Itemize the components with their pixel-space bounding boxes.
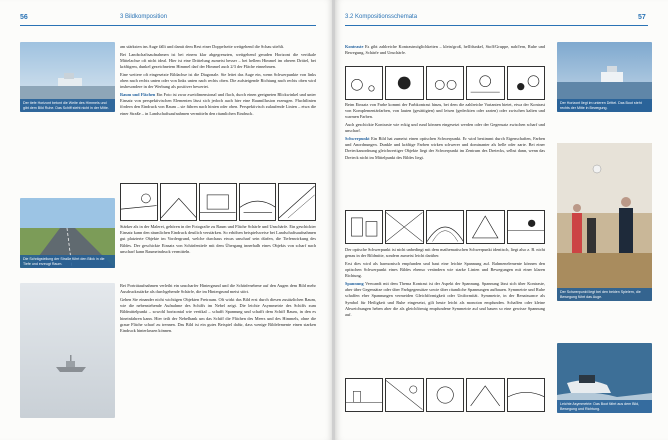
left-running-head: 3 Bildkomposition xyxy=(120,14,168,20)
para-diagonale: Eine weitere oft eingesetzte Bildachse ist die Diagonale. Sie leitet das Auge ein, wenn Schwerpunkte von links oben nach rechts unten oder von links unten nach rechts oben. Die aufsteigende Richtung nach rechts oben wird insbesondere in der Werbung als positiver bewertet. xyxy=(120,71,316,90)
photo-boat-horizon xyxy=(557,42,652,112)
para-landschaft: Bei Landschaftsaufnahmen ist bei einem klar abgegrenzten, weitgehend geraden Horizont die vertikale Mittelachse oft nicht ideal. Hier ist eine Drittelung zumeist besser – bei hellem Himmel im oberen Drittel, bei kräftigem, dunkel gezeichnetem Himmel darf der Himmel auch 2/3 der Fläche einnehmen. xyxy=(120,51,316,70)
photo-volleyball xyxy=(557,143,652,301)
para-harmonisch: Erst dies wird als harmonisch empfunden und baut eine leichte Spannung auf. Rahmenelemente können den optischen Schwerpunkt eines Bildes ebenso verändern wie starke Linien und Bewegungen mit einer klaren Richtung. xyxy=(345,260,545,279)
photo-motorboat xyxy=(557,343,652,413)
para-optischer-schwerpunkt: Der optische Schwerpunkt ist nicht unbedingt mit dem mathematischen Schwerpunkt identisch, liegt also z. B. nicht genau in der Bildmitte, sondern zumeist leicht darüber. xyxy=(345,247,545,259)
photo-motorboat-caption: Leichte Asymmetrie: Das Boot fährt aus dem Bild, Bewegung und Richtung. xyxy=(557,400,652,413)
sketch-k4 xyxy=(466,66,504,100)
sketch-p1 xyxy=(345,378,383,412)
lead-raum: Raum und Flächen xyxy=(120,91,156,97)
right-body-middle xyxy=(345,247,545,320)
text-spannung: Verwandt mit dem Thema Kontrast ist der Aspekt der Spannung. Spannung lässt sich über Kontraste, aber über Gegensätze oder über Farbgegensätze sowie über räumliche Spannungen aufbauen. Symmetrie und Ruhe schaffen eher Spannungen vermeiden Gleichförmigkeit oder Uniformität. Symmetrie, in der Renaissance als Symbol für Heiligkeit und Ruhe eingesetzt, gilt heute leicht als monoton empfunden. Schaffen oder kleine Abweichungen heben aber die als gleichförmig empfundene Symmetrie auf und bauen so eine gewisse Spannung auf. xyxy=(345,281,545,318)
right-header-rule xyxy=(345,25,648,26)
sketch-row-schwerpunkt xyxy=(345,210,545,242)
right-body-farbe xyxy=(345,102,545,162)
right-body-top xyxy=(345,44,545,58)
text-raum: Ein Foto ist zwar zweidimensional und flach, durch einen geeigneten Blickwinkel und unter Einsatz von perspektivischen Elementen lässt sich jedoch auch hier eine Raumillusion erzeugen. Fluchtlinien fördern den Eindruck von Raum – sie führen nach hinten oder oben. Perspektivisch zulaufende Linien – etwa die einer Straße – in Landschaftsaufnahmen vermitteln den räumlichen Eindruck. xyxy=(120,91,316,116)
sketch-row-left xyxy=(120,183,316,219)
photo-volleyball-caption: Der Schwerpunkt liegt bei den beiden Spielern, die Bewegung führt das Auge. xyxy=(557,288,652,301)
para-col1: am stärksten ins Auge fällt und damit dem Rest einer Doppelseite weitgehend die Schau stiehlt. xyxy=(120,44,285,49)
sketch-k1 xyxy=(345,66,383,100)
sketch-s3 xyxy=(426,210,464,244)
right-running-head: 3.2 Kompositionsschemata xyxy=(345,14,418,20)
left-page-number: 56 xyxy=(20,14,28,21)
sketch-4 xyxy=(239,183,277,221)
photo-boat-horizon-caption: Der Horizont liegt im unteren Drittel. Das Boot steht rechts der Mitte in Bewegung. xyxy=(557,99,652,112)
lead-schwerpunkt: Schwerpunkt xyxy=(345,136,370,142)
para-eckig-rund: Auch geschickte Kontraste wie eckig und rund können eingesetzt werden oder der Gegensatz zwischen scharf und unscharf. xyxy=(345,122,545,134)
left-header-rule xyxy=(20,25,316,26)
sketch-p2 xyxy=(385,378,423,412)
left-page xyxy=(0,0,333,440)
sketch-p5 xyxy=(507,378,545,412)
para-farbkontrast: Beim Einsatz von Farbe kommt der Farbkontrast hinzu, bei dem die zahlreiche Varianten bietet, etwa der Kontrast von Komplementärfarben, von lauten (gesättigten) und leisen (gedeckten oder zarten) oder zwischen kalten und warmen Farben. xyxy=(345,102,545,120)
lead-kontraste: Kontraste xyxy=(345,44,364,49)
sketch-s5 xyxy=(507,210,545,244)
photo-ship-fog xyxy=(20,283,115,418)
sketch-row-spannung xyxy=(345,378,545,410)
sketch-s2 xyxy=(385,210,423,244)
text-schwerpunkt: Ein Bild hat zumeist einen optischen Schwerpunkt. Er wird bestimmt durch Eigenschaften, Farben und Anordnungen. Dunkle und kräftige Farben wirken schwerer und dominanter als helle oder zarte. Bei einer Dreieckanordnung gleichwertiger Objekte liegt der Schwerpunkt im Zentrum des Dreiecks, selbst dann, wenn das Dreieck nicht im Mittelpunkt des Bildes liegt. xyxy=(345,136,545,160)
photo-boat-lake-caption: Der tiefe Horizont betont die Weite des Himmels und gibt dem Bild Ruhe. Das Schiff steht nicht in der Mitte. xyxy=(20,99,115,112)
para-schwerpunkt xyxy=(345,136,545,161)
para-portrait: Bei Porträtaufnahmen verleiht ein unscharfer Hintergrund und die Schärfenebene auf den Augen dem Bild mehr Ausdrucksstärke als durchgehende Schärfe, die im Hintergrund meist stört. xyxy=(120,283,316,295)
sketch-s1 xyxy=(345,210,383,244)
sketch-k3 xyxy=(426,66,464,100)
para-spannung xyxy=(345,281,545,318)
sketch-3 xyxy=(199,183,237,221)
sketch-s4 xyxy=(466,210,504,244)
para-kontraste xyxy=(345,44,545,56)
sketch-5 xyxy=(278,183,316,221)
lead-spannung: Spannung xyxy=(345,281,364,287)
sketch-p3 xyxy=(426,378,464,412)
sketch-row-kontrast xyxy=(345,66,545,98)
text-kontraste: Es gibt zahlreiche Kontrastmöglichkeiten – klein/groß, hell/dunkel, Stoff/Gruppe, nah/fern, Ruhe und Bewegung, Schärfe und Unschärfe. xyxy=(345,44,546,56)
sketch-1 xyxy=(120,183,158,221)
photo-boat-lake xyxy=(20,42,115,112)
right-page-number: 57 xyxy=(638,14,646,21)
para-raum xyxy=(120,92,316,117)
photo-ship-fog-image xyxy=(20,283,115,418)
sketch-2 xyxy=(160,183,198,221)
sketch-k5 xyxy=(507,66,545,100)
sketch-p4 xyxy=(466,378,504,412)
para-schaerfe: Stärker als in der Malerei, gehören in der Fotografie zu Raum und Fläche Schärfe und Unschärfe. Ein geschickter Einsatz kann den räumlichen Eindruck deutlich verstärken. So erhöhen beispielsweise bei Landschaftsaufnahmen gut platzierte Objekte im Vordergrund, welche durchaus etwas unscharf sein dürfen, die Tiefenwirkung des Bildes. Der geschickte Einsatz von Schärfentiefe mit dem Übergang innerhalb eines Objekts von scharf nach unscharf kann Raumeindruck vermitteln. xyxy=(120,224,316,254)
sketch-k2 xyxy=(385,66,423,100)
left-body-bottom xyxy=(120,283,316,336)
left-body-middle xyxy=(120,224,316,257)
photo-road-caption: Die Schrägstellung der Straße führt den Blick in die Tiefe und erzeugt Raum. xyxy=(20,255,115,268)
left-body-top xyxy=(120,44,316,118)
right-page xyxy=(335,0,668,440)
photo-volleyball-image xyxy=(557,143,652,301)
para-freiraum: Gehen Sie einander nicht wichtigen Objekten Freiraum. Oft wirkt das Bild erst durch diesen zusätzlichen Raum, wie die nebenstehende Aufnahme des Schiffs im Nebel zeigt. Die leichte Asymmetrie des Schiffs zum Bildmittelpunkt – sowohl horizontal wie vertikal – schafft Spannung und schafft dem Schiff Raum, in den es hineinfahren kann. Hier teilt der Nebelbank um das Schiff die Flächen des Meers und des Himmels, ohne die graue Fläche scharf zu trennen. Das Bild ist ein gutes Beispiel dafür, dass wenige Bildelemente einen starken Eindruck hinterlassen können. xyxy=(120,296,316,333)
photo-road xyxy=(20,198,115,268)
